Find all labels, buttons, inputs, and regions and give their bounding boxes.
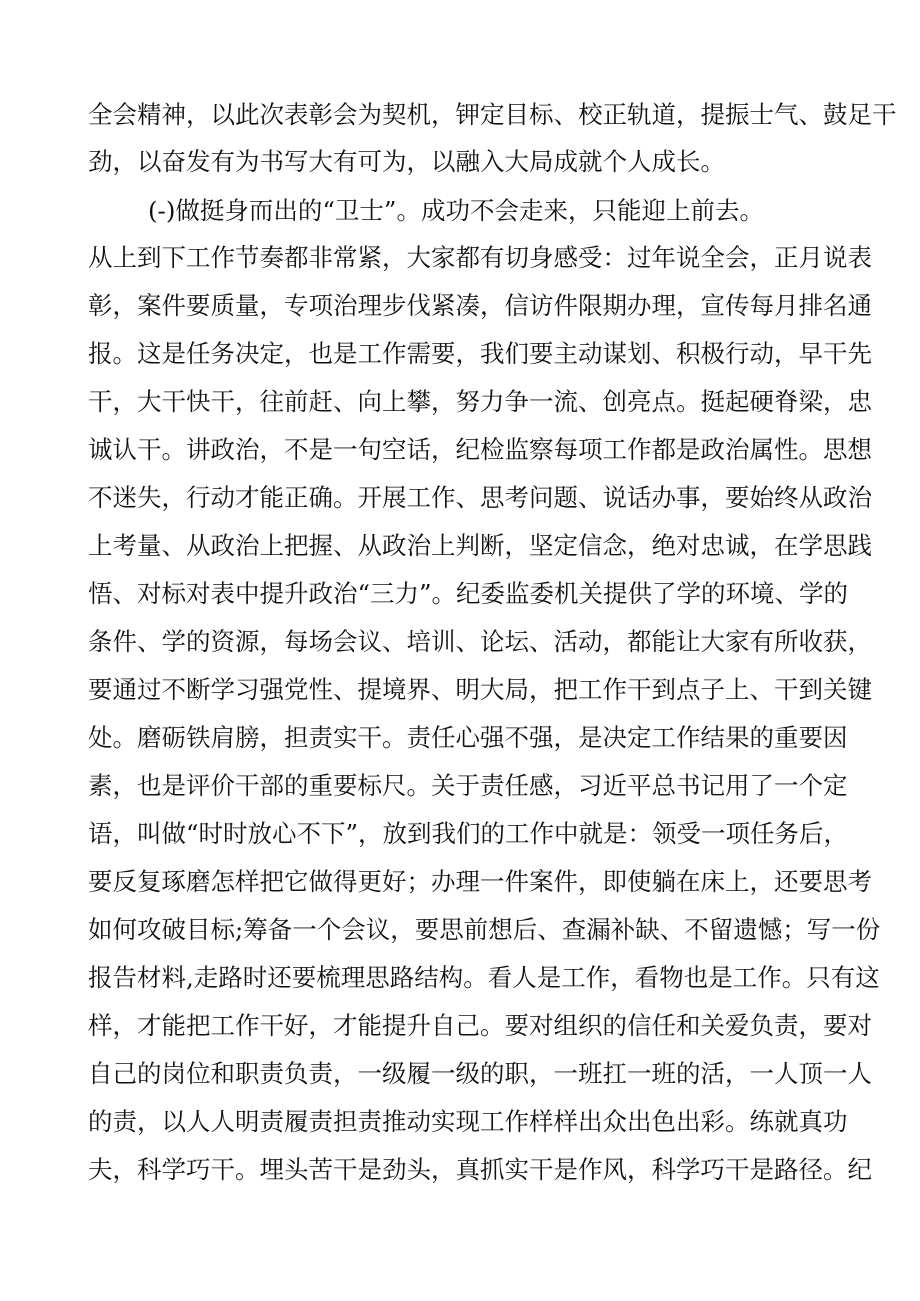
text-line: 干，大干快干，往前赶、向上攀，努力争一流、创亮点。挺起硬脊梁，忠 (88, 387, 872, 416)
text-line: 要通过不断学习强党性、提境界、明大局，把工作干到点子上、干到关键 (88, 675, 872, 704)
text-line: 彰，案件要质量，专项治理步伐紧凑，信访件限期办理，宣传每月排名通 (88, 291, 872, 320)
text-line: 不迷失，行动才能正确。开展工作、思考问题、说话办事，要始终从政治 (88, 483, 872, 512)
text-line: 如何攻破目标;筹备一个会议，要思前想后、查漏补缺、不留遗憾；写一份 (88, 915, 881, 944)
text-line: 劲，以奋发有为书写大有可为，以融入大局成就个人成长。 (88, 147, 725, 176)
text-line: 自己的岗位和职责负责，一级履一级的职，一班扛一班的活，一人顶一人 (88, 1059, 872, 1088)
text-line: 报告材料,走路时还要梳理思路结构。看人是工作，看物也是工作。只有这 (88, 963, 880, 992)
text-line: 夫，科学巧干。埋头苦干是劲头，真抓实干是作风，科学巧干是路径。纪 (88, 1155, 872, 1184)
text-line: 全会精神，以此次表彰会为契机，钾定目标、校正轨道，提振士气、鼓足干 (88, 100, 897, 129)
text-line: 样，才能把工作干好，才能提升自己。要对组织的信任和关爱负责，要对 (88, 1011, 872, 1040)
text-line: 从上到下工作节奏都非常紧，大家都有切身感受：过年说全会，正月说表 (88, 243, 872, 272)
text-line: 条件、学的资源，每场会议、培训、论坛、活动，都能让大家有所收获， (88, 627, 872, 656)
text-line: 语，叫做“时时放心不下”，放到我们的工作中就是：领受一项任务后， (88, 819, 849, 848)
text-line: 要反复琢磨怎样把它做得更好；办理一件案件，即使躺在床上，还要思考 (88, 867, 872, 896)
text-line: 处。磨砺铁肩膀，担责实干。责任心强不强，是决定工作结果的重要因 (88, 723, 848, 752)
text-line: 悟、对标对表中提升政治“三力”。纪委监委机关提供了学的环境、学的 (88, 579, 849, 608)
text-line: 上考量、从政治上把握、从政治上判断，坚定信念，绝对忠诚，在学思践 (88, 531, 872, 560)
text-line: 素，也是评价干部的重要标尺。关于责任感，习近平总书记用了一个定 (88, 771, 848, 800)
text-line: 的责，以人人明责履责担责推动实现工作样样出众出色出彩。练就真功 (88, 1107, 848, 1136)
section-heading: (-)做挺身而出的“卫士”。成功不会走来，只能迎上前去。 (148, 196, 764, 225)
text-line: 报。这是任务决定，也是工作需要，我们要主动谋划、积极行动，早干先 (88, 339, 872, 368)
text-line: 诚认干。讲政治，不是一句空话，纪检监察每项工作都是政治属性。思想 (88, 435, 872, 464)
